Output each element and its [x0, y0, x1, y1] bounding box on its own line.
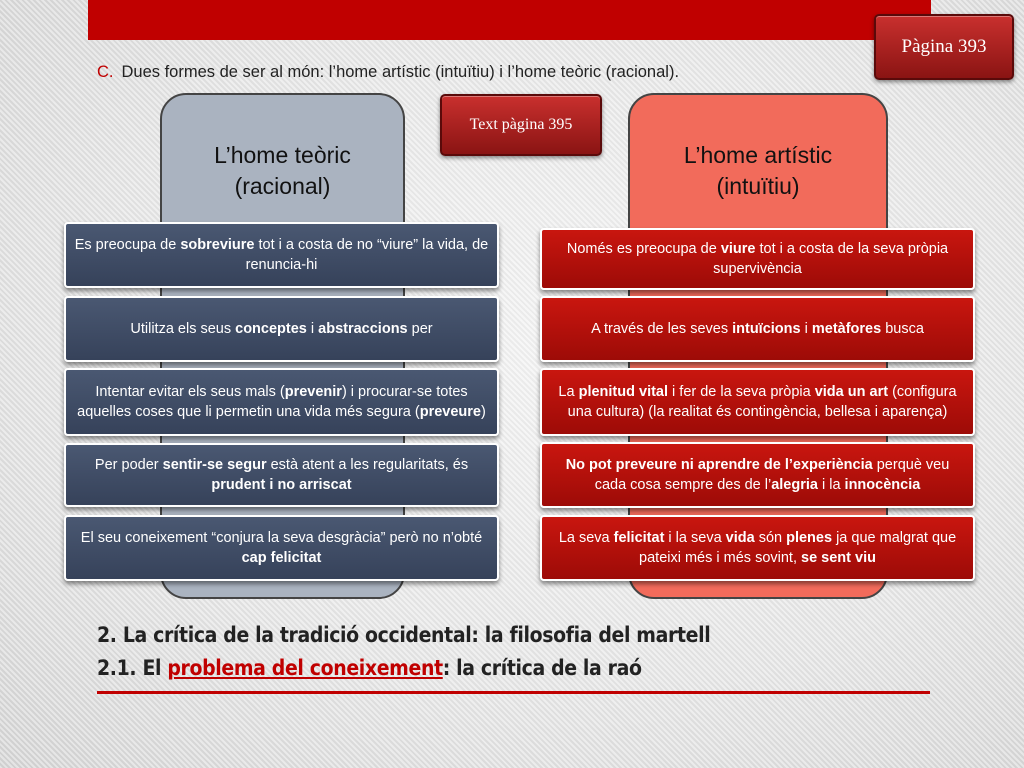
bold-term: intuïcions [732, 321, 801, 337]
artistic-box-3 [540, 368, 975, 436]
bold-term: abstraccions [318, 321, 408, 337]
text-fragment: La [558, 384, 579, 400]
bold-term: vida [725, 530, 755, 546]
bold-term: plenes [786, 530, 833, 546]
text-fragment: tot i a costa de no “viure” la vida, de renuncia-hi [245, 237, 489, 273]
artistic-man-title-line2: (intuïtiu) [716, 173, 800, 199]
page-number-badge[interactable] [874, 14, 1014, 80]
bold-term: conceptes [235, 321, 307, 337]
bold-term: vida un art [814, 384, 889, 400]
text-fragment: i [800, 321, 812, 337]
text-fragment: El seu coneixement “conjura la seva desgràcia” però no n’obté [80, 530, 483, 546]
section-heading-2-highlight: problema del coneixement [167, 656, 443, 680]
text-fragment: Utilitza els seus [130, 321, 236, 337]
text-fragment: està atent a les regularitats, és [266, 457, 469, 473]
theoretical-box-5 [64, 515, 499, 581]
bold-term: No pot preveure ni aprendre de l’experiència [565, 457, 873, 473]
theoretical-box-1 [64, 222, 499, 288]
text-fragment: i la seva [664, 530, 726, 546]
page-number-label: Pàgina 393 [901, 36, 987, 57]
theoretical-man-title-line2: (racional) [234, 173, 331, 199]
bold-term: alegria [771, 477, 818, 493]
theoretical-box-2 [64, 296, 499, 362]
artistic-man-title-line1: L’home artístic [683, 142, 833, 168]
text-fragment: tot i a costa de la seva pròpia supervivència [713, 241, 949, 277]
bold-term: sobreviure [180, 237, 255, 253]
box-text [72, 528, 491, 568]
text-fragment: (configura una cultura) (la realitat és contingència, bellesa i aparença) [567, 384, 957, 420]
artistic-box-2 [540, 296, 975, 362]
box-text [548, 528, 967, 568]
bold-term: viure [720, 241, 756, 257]
section-subtitle [97, 63, 857, 87]
text-fragment: ) [480, 404, 486, 420]
artistic-box-4 [540, 442, 975, 508]
top-banner [88, 0, 931, 40]
section-heading-2 [97, 656, 642, 680]
section-heading-2-prefix: 2.1. El [97, 656, 168, 680]
artistic-box-1 [540, 228, 975, 290]
text-fragment: Per poder [94, 457, 163, 473]
artistic-man-title [630, 140, 886, 202]
text-fragment: La seva [558, 530, 614, 546]
bold-term: prevenir [284, 384, 342, 400]
theoretical-box-4 [64, 443, 499, 507]
bold-term: plenitud vital [578, 384, 669, 400]
bold-term: sentir-se segur [162, 457, 267, 473]
subtitle-letter: C. [97, 63, 114, 81]
text-page-label: Text pàgina 395 [469, 116, 573, 133]
text-fragment: perquè veu cada cosa sempre des de l’ [594, 457, 950, 493]
text-fragment: i [306, 321, 319, 337]
bold-term: innocència [844, 477, 921, 493]
box-text [548, 382, 967, 422]
text-fragment: Només es preocupa de [566, 241, 721, 257]
bold-term: preveure [419, 404, 481, 420]
text-fragment: ja que malgrat que pateixi més i més sovint, [639, 530, 957, 566]
text-fragment: Intentar evitar els seus mals ( [95, 384, 285, 400]
theoretical-box-3 [64, 368, 499, 436]
box-text [72, 382, 491, 422]
bottom-divider [97, 691, 930, 694]
text-fragment: Es preocupa de [74, 237, 181, 253]
box-text [72, 235, 491, 275]
text-fragment: per [407, 321, 433, 337]
bold-term: prudent i no arriscat [211, 477, 352, 493]
text-fragment: i fer de la seva pròpia [668, 384, 815, 400]
box-text [130, 319, 432, 339]
bold-term: metàfores [811, 321, 882, 337]
text-fragment: busca [881, 321, 924, 337]
theoretical-man-title [162, 140, 403, 202]
text-fragment: i la [817, 477, 845, 493]
text-fragment: ) i procurar-se totes aquelles coses que li permetin una vida més segura ( [77, 384, 468, 420]
subtitle-text: Dues formes de ser al món: l’home artístic (intuïtiu) i l’home teòric (racional). [121, 63, 680, 81]
theoretical-man-title-line1: L’home teòric [214, 142, 351, 168]
section-heading-1: 2. La crítica de la tradició occidental: la filosofia del martell [97, 623, 711, 647]
artistic-box-5 [540, 515, 975, 581]
box-text [72, 455, 491, 495]
text-fragment: són [754, 530, 787, 546]
box-text [591, 319, 924, 339]
text-page-badge[interactable] [440, 94, 602, 156]
box-text [548, 455, 967, 495]
text-fragment: A través de les seves [591, 321, 733, 337]
box-text [548, 239, 967, 279]
bold-term: felicitat [613, 530, 665, 546]
section-heading-2-suffix: : la crítica de la raó [442, 656, 642, 680]
bold-term: se sent viu [801, 550, 876, 566]
bold-term: cap felicitat [241, 550, 322, 566]
